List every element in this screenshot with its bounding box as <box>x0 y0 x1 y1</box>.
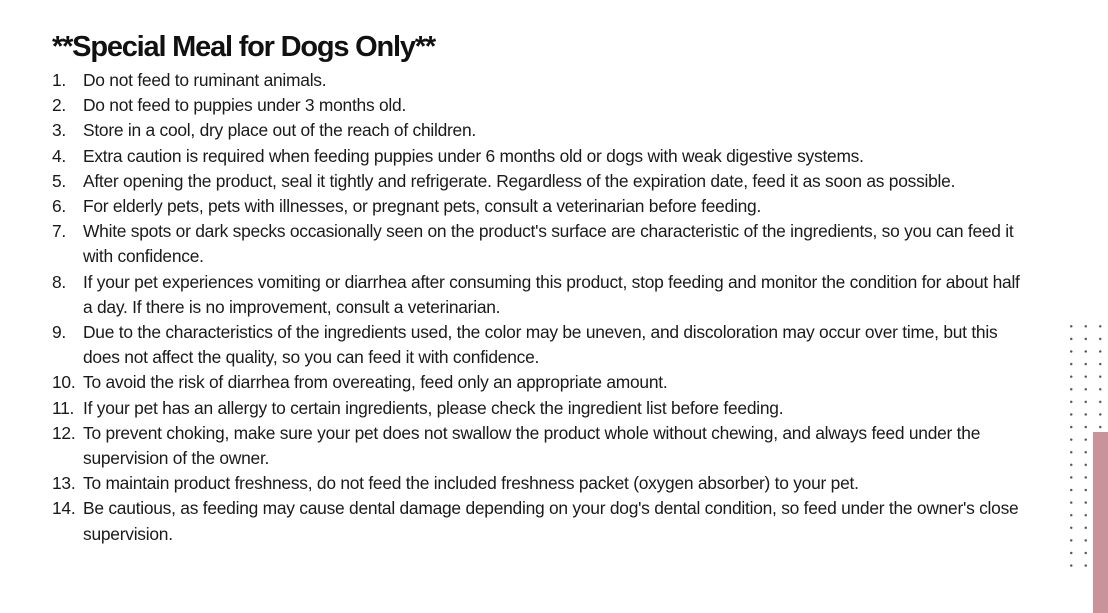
item-number: 4. <box>52 145 67 166</box>
list-item <box>52 396 1032 421</box>
list-item <box>52 68 1032 93</box>
item-text: After opening the product, seal it tightly and refrigerate. Regardless of the expiration date, feed it as soon as possible. <box>83 170 956 191</box>
item-number: 14. <box>52 498 76 519</box>
list-item <box>52 169 1032 194</box>
item-number: 2. <box>52 95 67 116</box>
item-number: 7. <box>52 221 67 242</box>
list-item <box>52 93 1032 118</box>
list-item <box>52 471 1032 496</box>
item-text: Do not feed to ruminant animals. <box>83 70 327 90</box>
item-text: White spots or dark specks occasionally seen on the product's surface are characteristic of the ingredients, so you can feed it with confidence. <box>83 221 1014 267</box>
item-text: Be cautious, as feeding may cause dental damage depending on your dog's dental condition, so feed under the owner's close supervision. <box>83 498 1019 544</box>
item-text: To avoid the risk of diarrhea from overeating, feed only an appropriate amount. <box>83 372 668 393</box>
item-text: Do not feed to puppies under 3 months old. <box>83 95 407 116</box>
item-text: If your pet has an allergy to certain ingredients, please check the ingredient list before feeding. <box>83 397 784 418</box>
item-number: 5. <box>52 170 67 191</box>
list-item <box>52 270 1032 320</box>
item-text: Due to the characteristics of the ingredients used, the color may be uneven, and discoloration may occur over time, but this does not affect the quality, so you can feed it with confidence. <box>83 322 998 368</box>
item-number: 8. <box>52 271 67 292</box>
list-item <box>52 320 1032 370</box>
list-item <box>52 370 1032 395</box>
item-text: Extra caution is required when feeding puppies under 6 months old or dogs with weak digestive systems. <box>83 145 864 166</box>
item-number: 12. <box>52 422 76 443</box>
page-title: **Special Meal for Dogs Only** <box>52 31 436 63</box>
item-number: 13. <box>52 473 76 494</box>
list-item <box>52 194 1032 219</box>
item-text: If your pet experiences vomiting or diarrhea after consuming this product, stop feeding and monitor the condition for about half a day. If there is no improvement, consult a veterinarian. <box>83 271 1020 317</box>
item-number: 9. <box>52 322 67 343</box>
item-number: 1. <box>52 70 67 90</box>
list-item <box>52 219 1032 269</box>
precautions-list <box>52 68 1032 547</box>
item-text: Store in a cool, dry place out of the reach of children. <box>83 120 476 141</box>
list-item <box>52 144 1032 169</box>
list-item <box>52 421 1032 471</box>
notice-content <box>52 28 1032 547</box>
item-number: 3. <box>52 120 67 141</box>
list-item <box>52 118 1032 143</box>
item-number: 11. <box>52 397 75 418</box>
item-text: To prevent choking, make sure your pet does not swallow the product whole without chewing, and always feed under the supervision of the owner. <box>83 422 981 469</box>
item-text: For elderly pets, pets with illnesses, or pregnant pets, consult a veterinarian before feeding. <box>83 196 762 217</box>
item-number: 10. <box>52 372 76 393</box>
accent-bar <box>1093 432 1108 613</box>
list-item <box>52 496 1032 546</box>
item-text: To maintain product freshness, do not feed the included freshness packet (oxygen absorber) to your pet. <box>83 473 859 494</box>
item-number: 6. <box>52 196 67 217</box>
